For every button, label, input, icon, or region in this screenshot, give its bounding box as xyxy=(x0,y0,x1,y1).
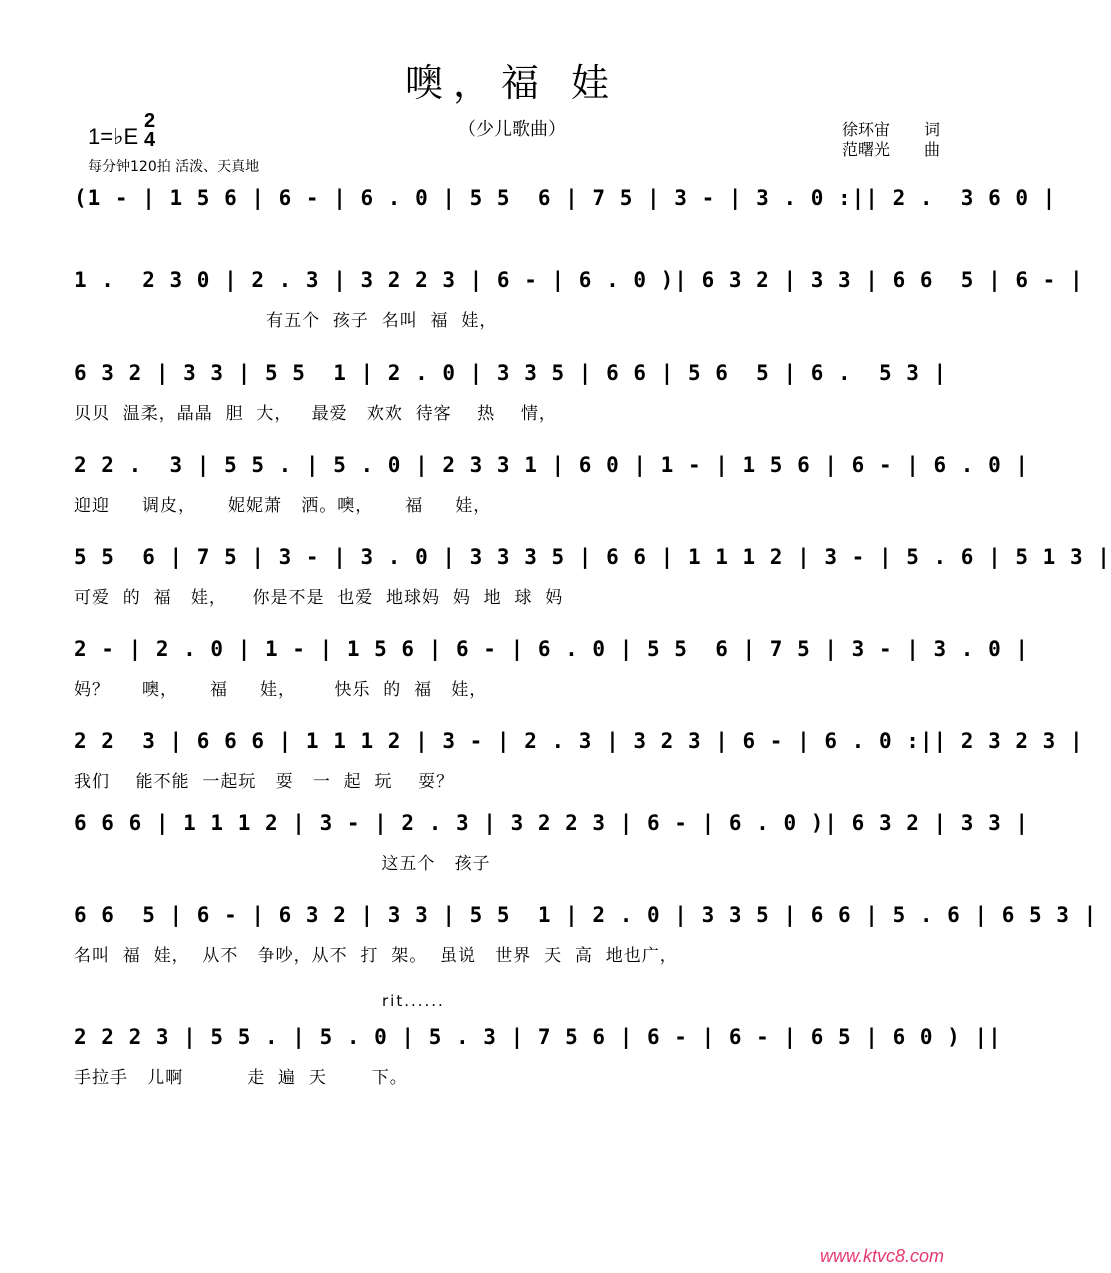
notation-line: 5 5 6 | 7 5 | 3 - | 3 . 0 | 3 3 3 5 | 6 6 | 1 1 1 2 | 3 - | 5 . 6 | 5 1 3 | xyxy=(74,545,1111,569)
song-title: 噢，福 娃 xyxy=(404,61,620,105)
lyricist-role: 词 xyxy=(924,120,941,139)
time-signature xyxy=(144,112,155,150)
lyric-line: 贝贝 温柔，晶晶 胆 大， 最爱 欢欢 待客 热 情， xyxy=(74,404,557,424)
credits xyxy=(842,120,940,160)
notation-line: 2 2 2 3 | 5 5 . | 5 . 0 | 5 . 3 | 7 5 6 | 6 - | 6 - | 6 5 | 6 0 ) || xyxy=(74,1025,1002,1049)
lyricist-name: 徐环宙 xyxy=(842,120,891,139)
lyricist-credit xyxy=(842,120,940,140)
ritardando-marking: rit...... xyxy=(382,992,445,1010)
notation-line: (1 - | 1 5 6 | 6 - | 6 . 0 | 5 5 6 | 7 5 | 3 - | 3 . 0 :|| 2 . 3 6 0 | xyxy=(74,186,1057,210)
lyric-line: 迎迎 调皮， 妮妮萧 洒。噢， 福 娃， xyxy=(74,496,492,516)
lyric-line: 妈？ 噢， 福 娃， 快乐 的 福 娃， xyxy=(74,680,488,700)
lyric-line: 我们 能不能 一起玩 耍 一 起 玩 耍？ xyxy=(74,772,455,792)
watermark-link[interactable]: www.ktvc8.com xyxy=(820,1246,945,1266)
key-signature: 1=♭E xyxy=(88,124,139,149)
meter-top: 2 xyxy=(144,110,156,132)
song-subtitle: （少儿歌曲） xyxy=(458,119,566,140)
tempo-marking: 每分钟120拍 活泼、天真地 xyxy=(88,159,260,175)
notation-line: 6 6 6 | 1 1 1 2 | 3 - | 2 . 3 | 3 2 2 3 | 6 - | 6 . 0 )| 6 3 2 | 3 3 | xyxy=(74,811,1030,835)
notation-line: 6 6 5 | 6 - | 6 3 2 | 3 3 | 5 5 1 | 2 . 0 | 3 3 5 | 6 6 | 5 . 6 | 6 5 3 | xyxy=(74,903,1098,927)
composer-name: 范曙光 xyxy=(842,140,891,159)
notation-line: 2 - | 2 . 0 | 1 - | 1 5 6 | 6 - | 6 . 0 | 5 5 6 | 7 5 | 3 - | 3 . 0 | xyxy=(74,637,1030,661)
meter-bottom: 4 xyxy=(144,129,156,151)
lyric-line: 可爱 的 福 娃， 你是不是 也爱 地球妈 妈 地 球 妈 xyxy=(74,588,564,608)
composer-credit xyxy=(842,140,940,160)
composer-role: 曲 xyxy=(924,140,941,159)
notation-line: 6 3 2 | 3 3 | 5 5 1 | 2 . 0 | 3 3 5 | 6 6 | 5 6 5 | 6 . 5 3 | xyxy=(74,361,948,385)
notation-line: 2 2 . 3 | 5 5 . | 5 . 0 | 2 3 3 1 | 6 0 | 1 - | 1 5 6 | 6 - | 6 . 0 | xyxy=(74,453,1030,477)
lyric-line: 名叫 福 娃， 从不 争吵，从不 打 架。 虽说 世界 天 高 地也广， xyxy=(74,946,678,966)
notation-line: 1 . 2 3 0 | 2 . 3 | 3 2 2 3 | 6 - | 6 . 0 )| 6 3 2 | 3 3 | 6 6 5 | 6 - | xyxy=(74,268,1084,292)
lyric-line: 手拉手 儿啊 走 遍 天 下。 xyxy=(74,1068,408,1088)
lyric-line: 这五个 孩子 xyxy=(74,854,491,874)
lyric-line: 有五个 孩子 名叫 福 娃， xyxy=(74,311,498,331)
notation-line: 2 2 3 | 6 6 6 | 1 1 1 2 | 3 - | 2 . 3 | 3 2 3 | 6 - | 6 . 0 :|| 2 3 2 3 | xyxy=(74,729,1084,753)
